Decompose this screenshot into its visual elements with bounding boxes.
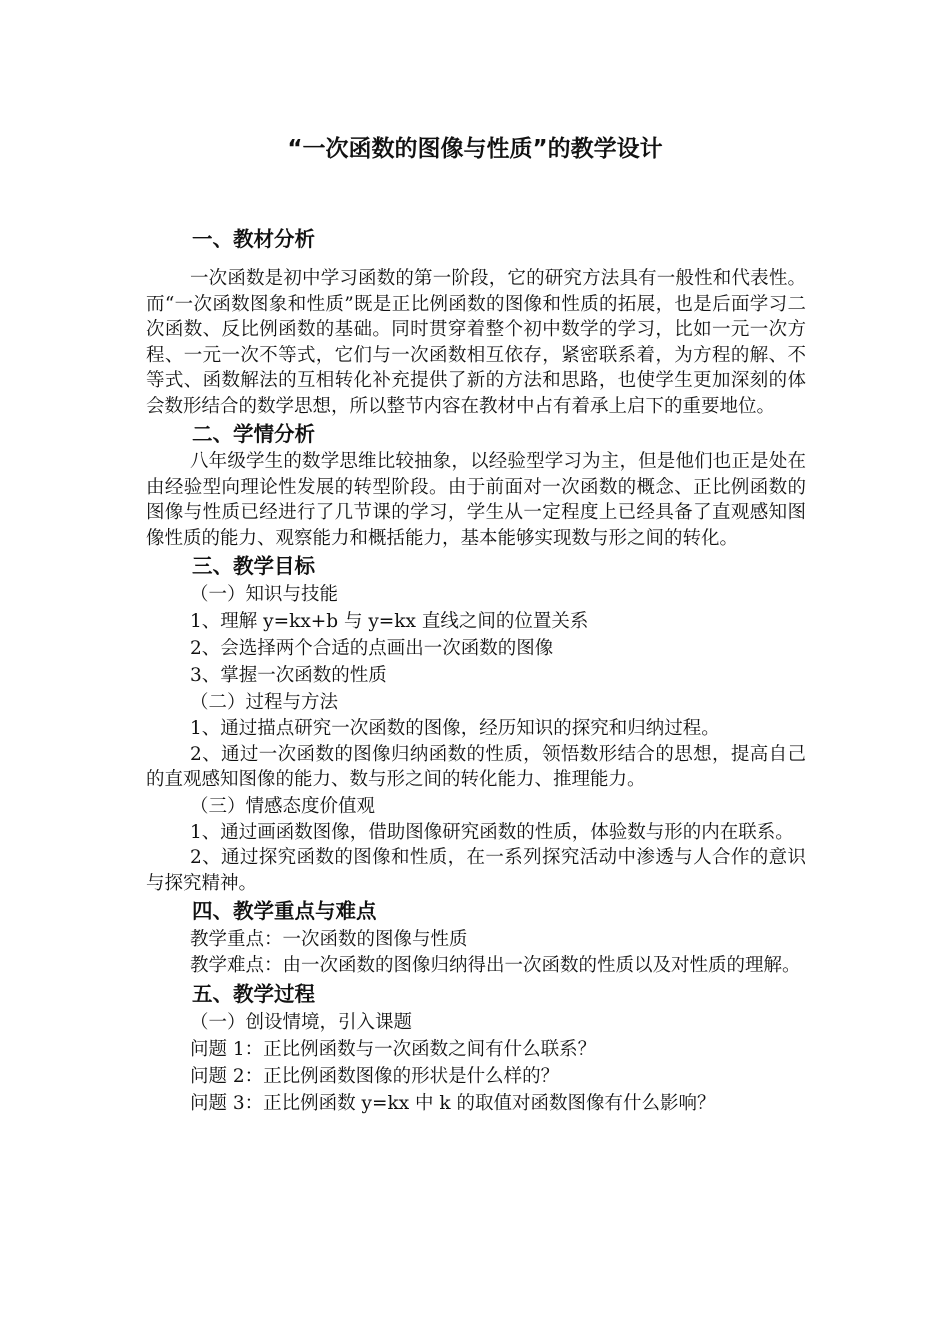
paragraph-emotion-2: 2、通过探究函数的图像和性质，在一系列探究活动中渗透与人合作的意识与探究精神。 — [146, 847, 806, 894]
section-heading-teaching-goals: 三、教学目标 — [192, 554, 315, 578]
subheading-process-methods: （二）过程与方法 — [190, 692, 339, 713]
difficult-point-text: 教学难点：由一次函数的图像归纳得出一次函数的性质以及对性质的理解。 — [190, 955, 801, 976]
paragraph-textbook-analysis: 一次函数是初中学习函数的第一阶段，它的研究方法具有一般性和代表性。而“一次函数图象和性质”既是正比例函数的图像和性质的拓展，也是后面学习二次函数、反比例函数的基础。同时贯穿着整个初中数学的学习，比如一元一次方程、一元一次不等式，它们与一次函数相互依存，紧密联系着，为方程的解、不等式、函数解法的互相转化补充提供了新的方法和思路，也使学生更加深刻的体会数形结合的数学思想，所以整节内容在教材中占有着承上启下的重要地位。 — [146, 268, 806, 417]
document-title: “一次函数的图像与性质”的教学设计 — [287, 136, 663, 162]
document-body — [146, 224, 806, 1117]
question-item: 问题 1：正比例函数与一次函数之间有什么联系？ — [190, 1038, 597, 1060]
subheading-knowledge-skills: （一）知识与技能 — [190, 584, 339, 605]
section-heading-textbook-analysis: 一、教材分析 — [192, 227, 315, 251]
list-item: 1、理解 y=kx+b 与 y=kx 直线之间的位置关系 — [190, 611, 589, 632]
question-item: 问题 3：正比例函数 y=kx 中 k 的取值对函数图像有什么影响？ — [190, 1092, 716, 1114]
question-item: 问题 2：正比例函数图像的形状是什么样的？ — [190, 1065, 560, 1087]
list-item: 3、掌握一次函数的性质 — [190, 665, 387, 686]
paragraph-student-analysis: 八年级学生的数学思维比较抽象，以经验型学习为主，但是他们也正是处在由经验型向理论性发展的转型阶段。由于前面对一次函数的概念、正比例函数的图像与性质已经进行了几节课的学习，学生从一定程度上已经具备了直观感知图像性质的能力、观察能力和概括能力，基本能够实现数与形之间的转化。 — [146, 451, 806, 549]
subheading-create-situation: （一）创设情境，引入课题 — [190, 1011, 413, 1033]
key-point-text: 教学重点：一次函数的图像与性质 — [190, 929, 468, 950]
section-heading-key-difficult-points: 四、教学重点与难点 — [192, 899, 377, 923]
paragraph-process-2: 2、通过一次函数的图像归纳函数的性质，领悟数形结合的思想，提高自己的直观感知图像的能力、数与形之间的转化能力、推理能力。 — [146, 743, 806, 790]
paragraph-emotion-1: 1、通过画函数图像，借助图像研究函数的性质，体验数与形的内在联系。 — [190, 821, 794, 843]
list-item: 2、会选择两个合适的点画出一次函数的图像 — [190, 638, 554, 659]
section-heading-teaching-process: 五、教学过程 — [192, 981, 315, 1006]
subheading-emotion-values: （三）情感态度价值观 — [190, 795, 376, 817]
paragraph-process-1: 1、通过描点研究一次函数的图像，经历知识的探究和归纳过程。 — [190, 718, 720, 739]
section-heading-student-analysis: 二、学情分析 — [192, 422, 315, 446]
